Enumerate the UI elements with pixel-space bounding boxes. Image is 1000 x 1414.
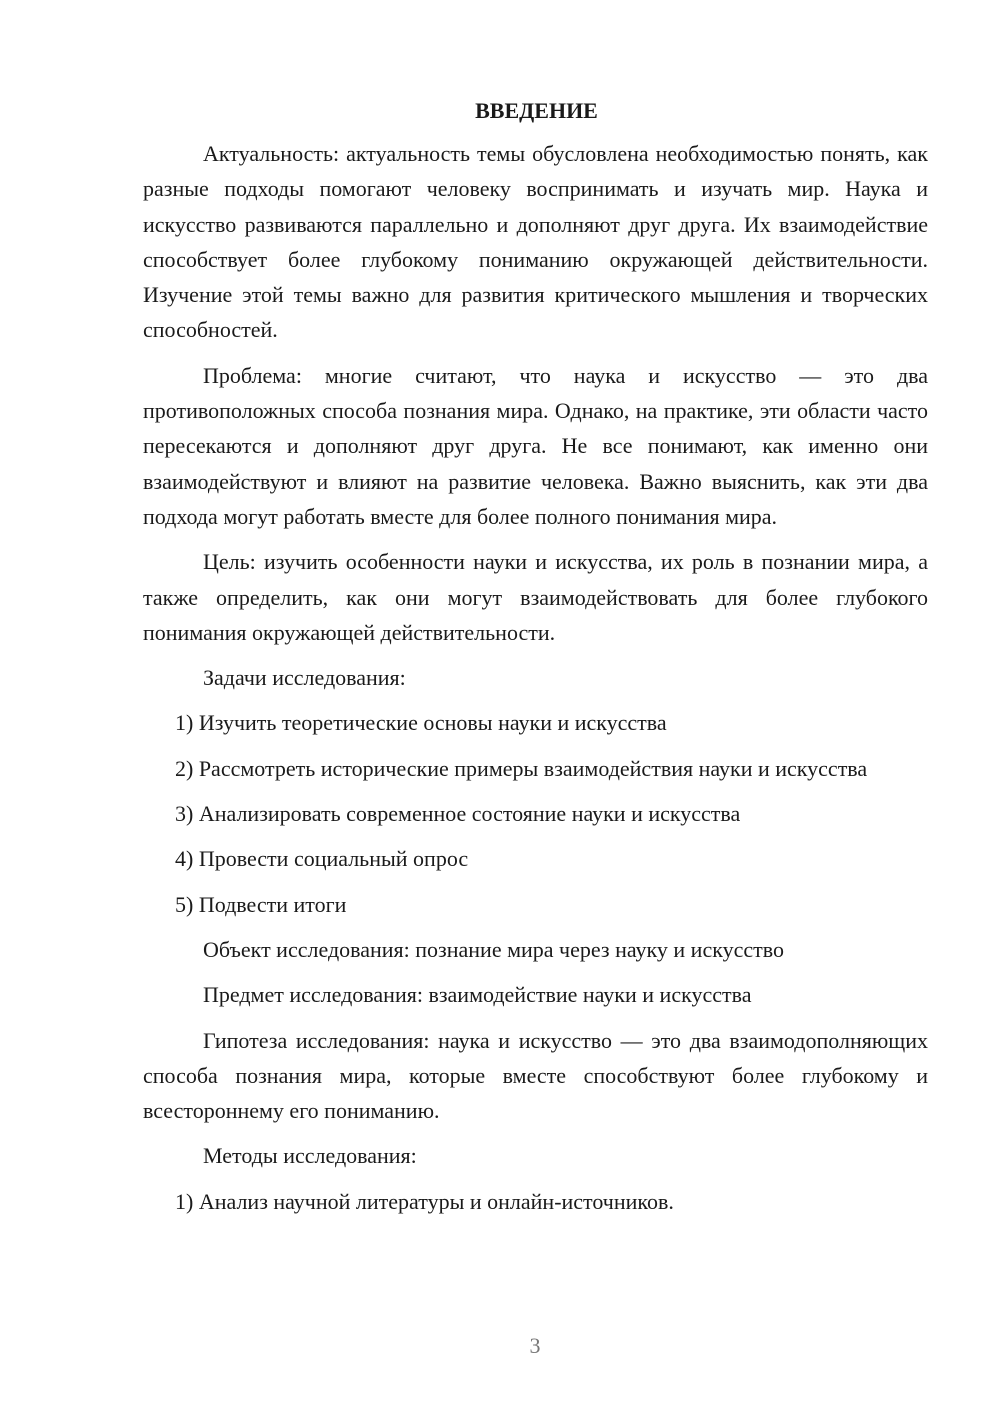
task-item: 2) Рассмотреть исторические примеры взаимодействия науки и искусства [175,755,868,781]
goal-paragraph: Цель: изучить особенности науки и искусства, их роль в познании мира, а также определить, как они могут взаимодействовать для более глубокого понимания окружающей действительности. [143,549,928,645]
hypothesis-paragraph: Гипотеза исследования: наука и искусство — это два взаимодополняющих способа познания мира, которые вместе способствуют более глубокому и всестороннему его пониманию. [143,1027,928,1124]
relevance-paragraph: Актуальность: актуальность темы обусловлена необходимостью понять, как разные подходы помогают человеку воспринимать и изучать мир. Наука и искусство развиваются параллельно и дополняют друг друга. Их взаимодействие способствует более глубокому пониманию окружающей действительности. Изучение этой темы важно для развития критического мышления и творческих способностей. [143,141,928,343]
document-page [143,96,928,1229]
task-item: 1) Изучить теоретические основы науки и искусства [175,710,667,736]
research-object: Объект исследования: познание мира через науку и искусство [203,936,784,962]
section-heading: ВВЕДЕНИЕ [475,98,598,123]
task-item: 4) Провести социальный опрос [175,846,469,872]
task-item: 5) Подвести итоги [175,891,347,917]
methods-title: Методы исследования: [203,1143,417,1169]
tasks-title: Задачи исследования: [203,665,406,691]
method-item: 1) Анализ научной литературы и онлайн-источников. [175,1188,674,1214]
problem-paragraph: Проблема: многие считают, что наука и искусство — это два противоположных способа познания мира. Однако, на практике, эти области часто пересекаются и дополняют друг друга. Не все понимают, как именно они взаимодействуют и влияют на развитие человека. Важно выяснить, как эти два подхода могут работать вместе для более полного понимания мира. [143,362,928,529]
page-number: 3 [529,1333,541,1358]
research-subject: Предмет исследования: взаимодействие науки и искусства [203,982,752,1008]
task-item: 3) Анализировать современное состояние науки и искусства [175,801,741,827]
